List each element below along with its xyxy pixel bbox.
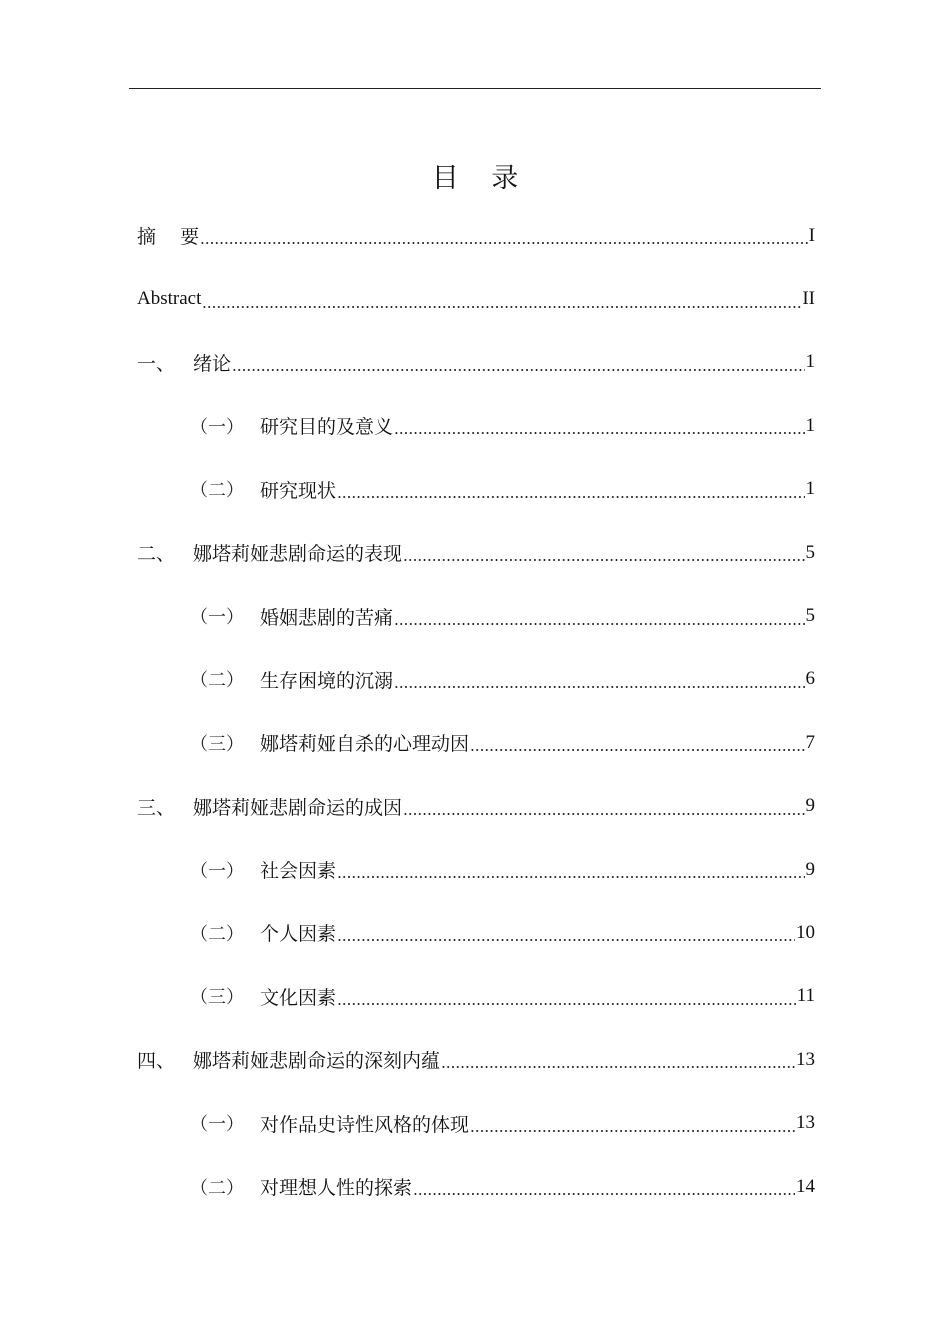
toc-entry[interactable]	[137, 1091, 815, 1154]
toc-entry-page-number: 5	[805, 541, 815, 563]
toc-entry[interactable]	[137, 1155, 815, 1218]
toc-entry-number: （二）	[190, 670, 244, 692]
toc-entry-page-number: 6	[805, 668, 815, 690]
toc-entry-title: 绪论	[193, 352, 232, 375]
toc-entry[interactable]	[137, 838, 815, 901]
toc-entry[interactable]	[137, 648, 815, 711]
toc-dot-leader	[200, 227, 808, 246]
toc-dot-leader	[337, 481, 804, 500]
toc-dot-leader	[403, 798, 804, 817]
toc-dot-leader	[403, 544, 804, 563]
toc-entry-title: 娜塔莉娅悲剧命运的成因	[193, 796, 403, 819]
toc-entry-title: 社会因素	[260, 860, 337, 883]
toc-entry-page-number: 1	[805, 414, 815, 436]
toc-dot-leader	[337, 861, 804, 880]
toc-entry[interactable]	[137, 204, 815, 267]
toc-entry[interactable]	[137, 901, 815, 964]
toc-entry-number: （二）	[190, 923, 244, 945]
toc-entry[interactable]	[137, 1028, 815, 1091]
toc-dot-leader	[232, 354, 804, 373]
toc-entry-number: （三）	[190, 733, 244, 755]
toc-entry-number: （二）	[190, 1177, 244, 1199]
header-rule	[129, 88, 821, 89]
toc-entry-page-number: 11	[796, 985, 815, 1007]
toc-entry-page-number: 1	[805, 351, 815, 373]
toc-dot-leader	[394, 671, 804, 690]
toc-entry-title: 对作品史诗性风格的体现	[260, 1113, 470, 1136]
toc-dot-leader	[394, 417, 804, 436]
toc-entry-number: 四、	[137, 1050, 176, 1073]
toc-dot-leader	[470, 1115, 795, 1134]
toc-entry[interactable]	[137, 584, 815, 647]
toc-entry-title: 个人因素	[260, 923, 337, 946]
toc-entry-number: （一）	[190, 607, 244, 629]
toc-entry-title: Abstract	[137, 288, 202, 310]
toc-entry-title: 娜塔莉娅自杀的心理动因	[260, 733, 470, 756]
toc-entry-number: （二）	[190, 480, 244, 502]
toc-entry-number: 三、	[137, 796, 176, 819]
toc-dot-leader	[337, 924, 795, 943]
toc-entry-number: 一、	[137, 352, 176, 375]
toc-list	[137, 204, 815, 1218]
toc-entry-title: 摘 要	[137, 226, 200, 249]
toc-entry[interactable]	[137, 458, 815, 521]
toc-entry[interactable]	[137, 267, 815, 330]
toc-dot-leader	[441, 1051, 795, 1070]
toc-entry-title: 娜塔莉娅悲剧命运的深刻内蕴	[193, 1050, 441, 1073]
toc-entry-number: （三）	[190, 987, 244, 1009]
toc-entry-page-number: 13	[796, 1112, 815, 1134]
toc-dot-leader	[413, 1178, 795, 1197]
toc-entry-title: 娜塔莉娅悲剧命运的表现	[193, 543, 403, 566]
toc-entry-page-number: 10	[796, 921, 815, 943]
toc-dot-leader	[394, 608, 804, 627]
toc-dot-leader	[202, 291, 801, 310]
toc-entry-page-number: II	[802, 288, 815, 310]
toc-entry-title: 对理想人性的探索	[260, 1177, 413, 1200]
toc-entry-number: （一）	[190, 416, 244, 438]
toc-entry-title: 研究目的及意义	[260, 416, 394, 439]
toc-entry[interactable]	[137, 775, 815, 838]
toc-entry-number: 二、	[137, 543, 176, 566]
toc-entry-page-number: 9	[805, 858, 815, 880]
toc-entry-title: 婚姻悲剧的苦痛	[260, 606, 394, 629]
toc-entry-number: （一）	[190, 860, 244, 882]
toc-entry[interactable]	[137, 394, 815, 457]
toc-entry-page-number: 5	[805, 605, 815, 627]
toc-entry-page-number: 9	[805, 795, 815, 817]
toc-entry-page-number: I	[808, 224, 815, 246]
toc-entry-page-number: 14	[796, 1175, 815, 1197]
toc-entry-title: 研究现状	[260, 479, 337, 502]
toc-title: 目 录	[431, 163, 531, 194]
toc-entry-page-number: 13	[796, 1048, 815, 1070]
toc-entry-title: 生存困境的沉溺	[260, 669, 394, 692]
toc-entry-title: 文化因素	[260, 986, 337, 1009]
toc-entry-page-number: 7	[805, 731, 815, 753]
toc-entry[interactable]	[137, 711, 815, 774]
toc-entry-page-number: 1	[805, 478, 815, 500]
toc-entry[interactable]	[137, 331, 815, 394]
toc-entry[interactable]	[137, 965, 815, 1028]
toc-dot-leader	[470, 734, 804, 753]
toc-entry-number: （一）	[190, 1114, 244, 1136]
toc-entry[interactable]	[137, 521, 815, 584]
toc-dot-leader	[337, 988, 796, 1007]
